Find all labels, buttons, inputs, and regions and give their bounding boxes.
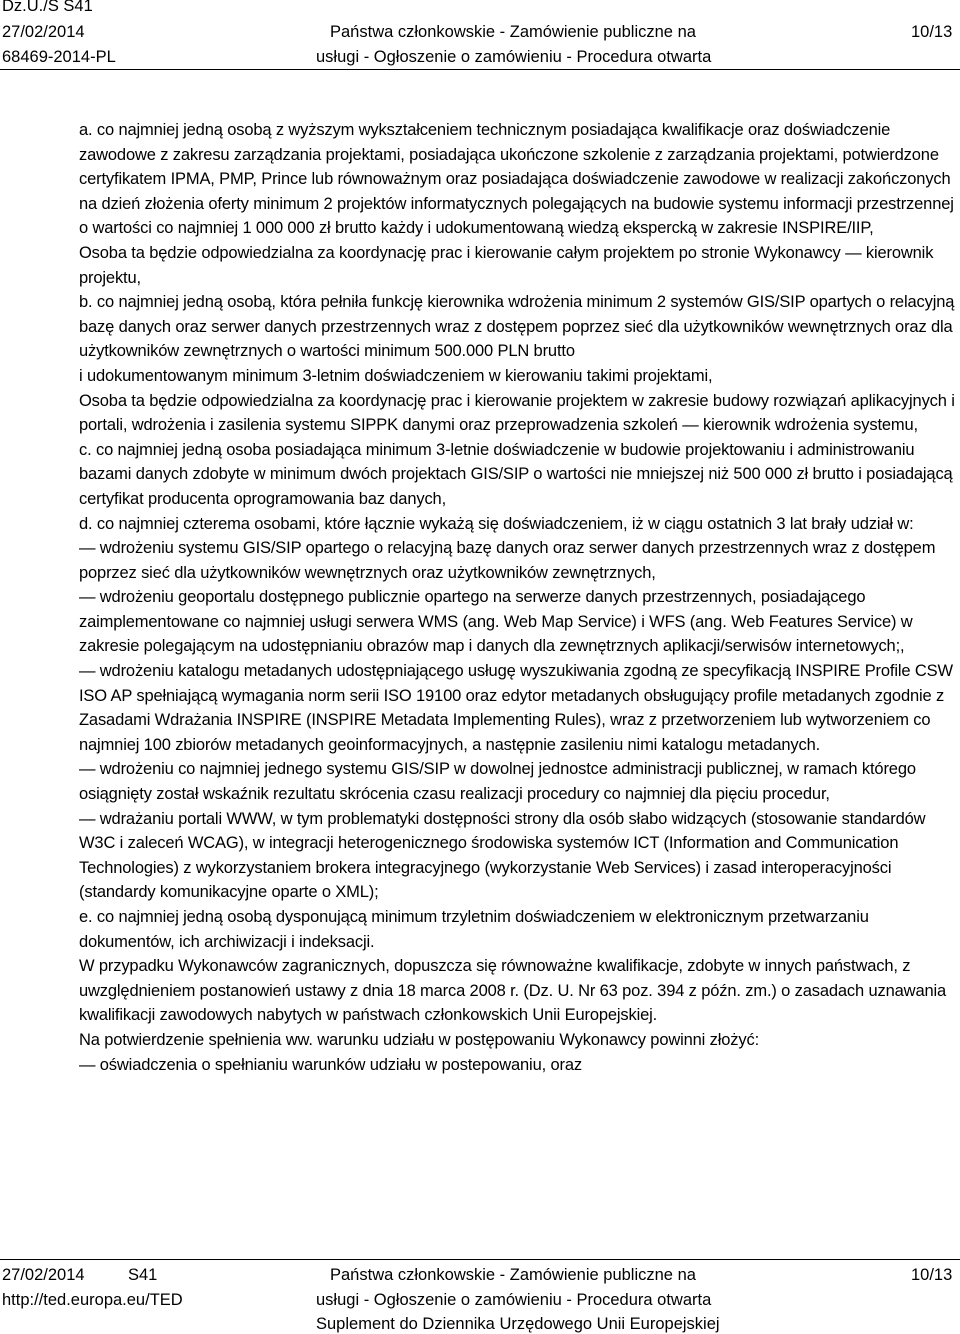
paragraph: d. co najmniej czterema osobami, które łącznie wykażą się doświadczeniem, iż w ciągu ostatnich 3 lat brały udział w:	[79, 514, 914, 533]
header-doc-id: 68469-2014-PL	[2, 48, 116, 66]
paragraph: — wdrożeniu katalogu metadanych udostępniającego usługę wyszukiwania zgodną ze specyfikacją INSPIRE Profile CSW ISO AP spełniającą wymagania norm serii ISO 19100 oraz edytor metadanych obsługujący profile metadanych zgodnie z Zasadami Wdrażania INSPIRE (INSPIRE Metadata Implementing Rules), wraz z przetworzeniem lub wytworzeniem co najmniej 100 zbiorów metadanych geoinformacyjnych, a następnie zasileniu nimi katalogu metadanych.	[79, 662, 953, 754]
document-body	[79, 118, 959, 1077]
footer-title-line2: usługi - Ogłoszenie o zamówieniu - Procedura otwarta	[316, 1291, 712, 1309]
header-title-line2: usługi - Ogłoszenie o zamówieniu - Procedura otwarta	[316, 48, 712, 66]
header-journal: Dz.U./S S41	[2, 0, 93, 15]
header-rule	[0, 69, 960, 70]
footer-date: 27/02/2014	[2, 1266, 85, 1284]
footer-title-line3: Suplement do Dziennika Urzędowego Unii Europejskiej	[316, 1315, 720, 1333]
paragraph: — wdrażaniu portali WWW, w tym problematyki dostępności strony dla osób słabo widzących (stosowanie standardów W3C i zaleceń WCAG), w integracji heterogenicznego środowiska systemów ICT (Information and Communication Technologies) z wykorzystaniem brokera integracyjnego (wykorzystanie Web Services) i zasad interoperacyjności (standardy komunikacyjne oparte o XML);	[79, 809, 926, 902]
paragraph: — wdrożeniu geoportalu dostępnego publicznie opartego na serwerze danych przestrzennych, posiadającego zaimplementowane co najmniej usługi serwera WMS (ang. Web Map Service) i WFS (ang. Web Features Service) w zakresie polegającym na udostępnianiu obrazów map i danych dla zewnętrznych aplikacji/serwisów internetowych;,	[79, 588, 913, 656]
footer-url: http://ted.europa.eu/TED	[2, 1291, 183, 1309]
footer-page-number: 10/13	[911, 1266, 953, 1284]
footer-rule	[0, 1259, 960, 1260]
header-date: 27/02/2014	[2, 23, 85, 41]
footer-series: S41	[128, 1266, 158, 1284]
paragraph: Na potwierdzenie spełnienia ww. warunku udziału w postępowaniu Wykonawcy powinni złożyć:	[79, 1030, 760, 1049]
paragraph: e. co najmniej jedną osobą dysponującą minimum trzyletnim doświadczeniem w elektronicznym przetwarzaniu dokumentów, ich archiwizacji i indeksacji.	[79, 908, 869, 951]
paragraph: i udokumentowanym minimum 3-letnim doświadczeniem w kierowaniu takimi projektami,	[79, 366, 713, 385]
paragraph: W przypadku Wykonawców zagranicznych, dopuszcza się równoważne kwalifikacje, zdobyte w innych państwach, z uwzględnieniem postanowień ustawy z dnia 18 marca 2008 r. (Dz. U. Nr 63 poz. 394 z późn. zm.) o zasadach uznawania kwalifikacji zawodowych nabytych w państwach członkowskich Unii Europejskiej.	[79, 957, 947, 1025]
paragraph: b. co najmniej jedną osobą, która pełniła funkcję kierownika wdrożenia minimum 2 systemów GIS/SIP opartych o relacyjną bazę danych oraz serwer danych przestrzennych wraz z dostępem poprzez sieć dla użytkowników wewnętrznych oraz dla użytkowników zewnętrznych o wartości minimum 500.000 PLN brutto	[79, 293, 955, 361]
paragraph: — wdrożeniu co najmniej jednego systemu GIS/SIP w dowolnej jednostce administracji publicznej, w ramach którego osiągnięty został wskaźnik rezultatu skrócenia czasu realizacji procedury co najmniej dla pięciu procedur,	[79, 760, 916, 804]
paragraph: — wdrożeniu systemu GIS/SIP opartego o relacyjną bazę danych oraz serwer danych przestrzennych wraz z dostępem poprzez sieć dla użytkowników wewnętrznych oraz użytkowników zewnętrznych,	[79, 539, 936, 582]
footer-title-line1: Państwa członkowskie - Zamówienie publiczne na	[330, 1266, 696, 1284]
paragraph: — oświadczenia o spełnianiu warunków udziału w postepowaniu, oraz	[79, 1055, 582, 1074]
paragraph: Osoba ta będzie odpowiedzialna za koordynację prac i kierowanie projektem w zakresie budowy rozwiązań aplikacyjnych i portali, wdrożenia i zasilenia systemu SIPPK danymi oraz przeprowadzenia szkoleń — kierownik wdrożenia systemu,	[79, 391, 955, 435]
header-title-line1: Państwa członkowskie - Zamówienie publiczne na	[330, 23, 696, 41]
header-page-number: 10/13	[911, 23, 953, 41]
paragraph: c. co najmniej jedną osoba posiadająca minimum 3-letnie doświadczenie w budowie projektowaniu i administrowaniu bazami danych zdobyte w minimum dwóch projektach GIS/SIP o wartości nie mniejszej niż 500 000 zł brutto i posiadającą certyfikat producenta oprogramowania baz danych,	[79, 440, 953, 508]
paragraph: a. co najmniej jedną osobą z wyższym wykształceniem technicznym posiadająca kwalifikacje oraz doświadczenie zawodowe z zakresu zarządzania projektami, posiadająca ukończone szkolenie z zarządzania projektami, potwierdzone certyfikatem IPMA, PMP, Prince lub równoważnym oraz posiadająca doświadczenie zawodowe w realizacji zakończonych na dzień złożenia oferty minimum 2 projektów informatycznych polegających na budowie systemu informacji przestrzennej o wartości co najmniej 1 000 000 zł brutto każdy i udokumentowaną wiedzą ekspercką w zakresie INSPIRE/IIP,	[79, 121, 954, 238]
paragraph: Osoba ta będzie odpowiedzialna za koordynację prac i kierowanie całym projektem po stronie Wykonawcy — kierownik projektu,	[79, 243, 934, 287]
